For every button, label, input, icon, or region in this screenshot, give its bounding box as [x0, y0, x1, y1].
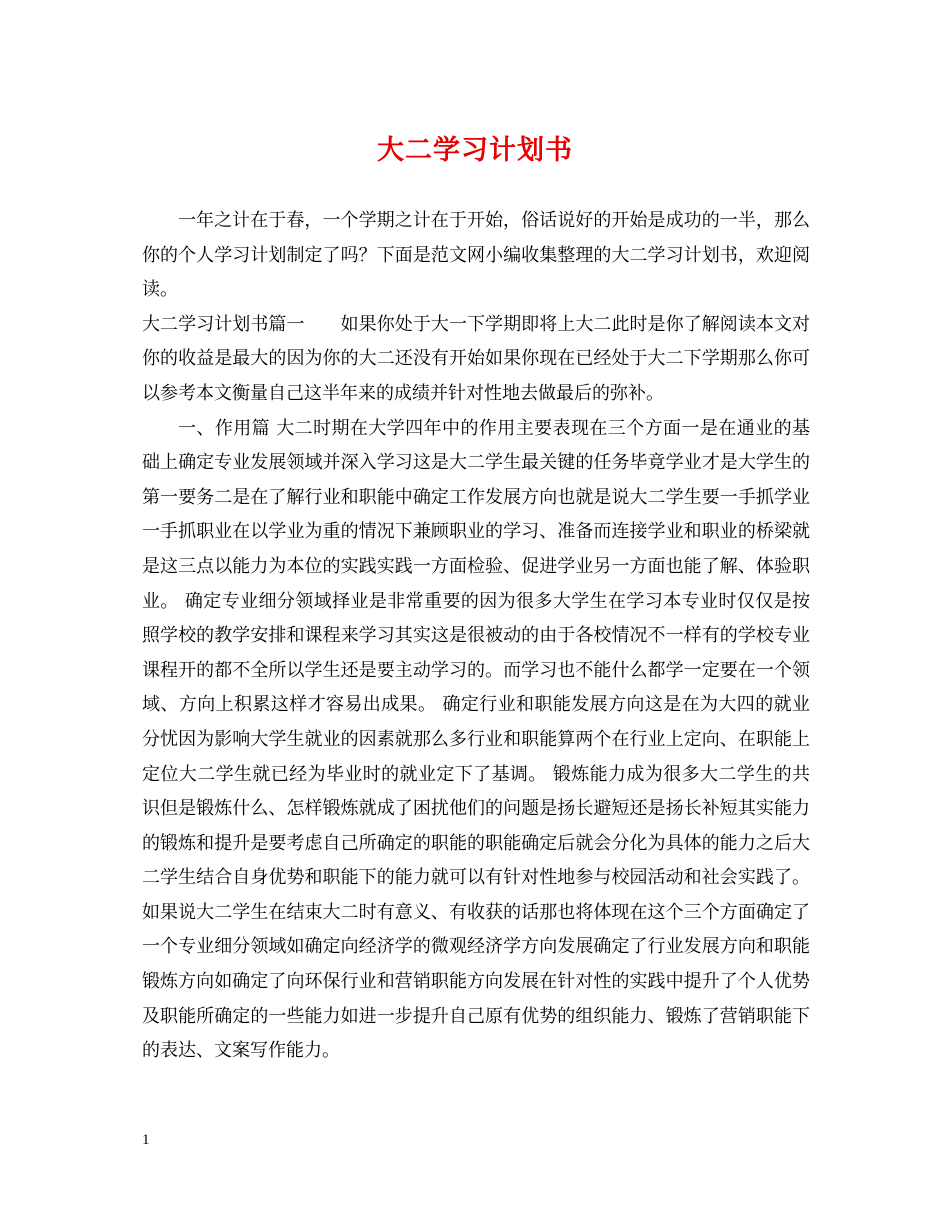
page-number: 1: [142, 1132, 150, 1148]
intro-paragraph: 一年之计在于春，一个学期之计在于开始，俗话说好的开始是成功的一半，那么你的个人学习计划制定了吗？下面是范文网小编收集整理的大二学习计划书，欢迎阅读。: [142, 210, 810, 301]
document-title: 大二学习计划书: [377, 135, 573, 166]
document-body: [142, 204, 810, 1069]
section-intro-paragraph: 大二学习计划书篇一 如果你处于大一下学期即将上大二此时是你了解阅读本文对你的收益是最大的因为你的大二还没有开始如果你现在已经处于大二下学期那么你可以参考本文衡量自己这半年来的成绩并针对性地去做最后的弥补。: [142, 313, 810, 404]
role-section-paragraph: 一、作用篇 大二时期在大学四年中的作用主要表现在三个方面一是在通业的基础上确定专业发展领域并深入学习这是大二学生最关键的任务毕竟学业才是大学生的第一要务二是在了解行业和职能中确定工作发展方向也就是说大二学生要一手抓学业一手抓职业在以学业为重的情况下兼顾职业的学习、准备而连接学业和职业的桥梁就是这三点以能力为本位的实践实践一方面检验、促进学业另一方面也能了解、体验职业。 确定专业细分领域择业是非常重要的因为很多大学生在学习本专业时仅仅是按照学校的教学安排和课程来学习其实这是很被动的由于各校情况不一样有的学校专业课程开的都不全所以学生还是要主动学习的。而学习也不能什么都学一定要在一个领域、方向上积累这样才容易出成果。 确定行业和职能发展方向这是在为大四的就业分忧因为影响大学生就业的因素就那么多行业和职能算两个在行业上定向、在职能上定位大二学生就已经为毕业时的就业定下了基调。 锻炼能力成为很多大二学生的共识但是锻炼什么、怎样锻炼就成了困扰他们的问题是扬长避短还是扬长补短其实能力的锻炼和提升是要考虑自己所确定的职能的职能确定后就会分化为具体的能力之后大二学生结合自身优势和职能下的能力就可以有针对性地参与校园活动和社会实践了。 如果说大二学生在结束大二时有意义、有收获的话那也将体现在这个三个方面确定了一个专业细分领域如确定向经济学的微观经济学方向发展确定了行业发展方向和职能锻炼方向如确定了向环保行业和营销职能方向发展在针对性的实践中提升了个人优势及职能所确定的一些能力如进一步提升自己原有优势的组织能力、锻炼了营销职能下的表达、文案写作能力。: [142, 417, 810, 1062]
